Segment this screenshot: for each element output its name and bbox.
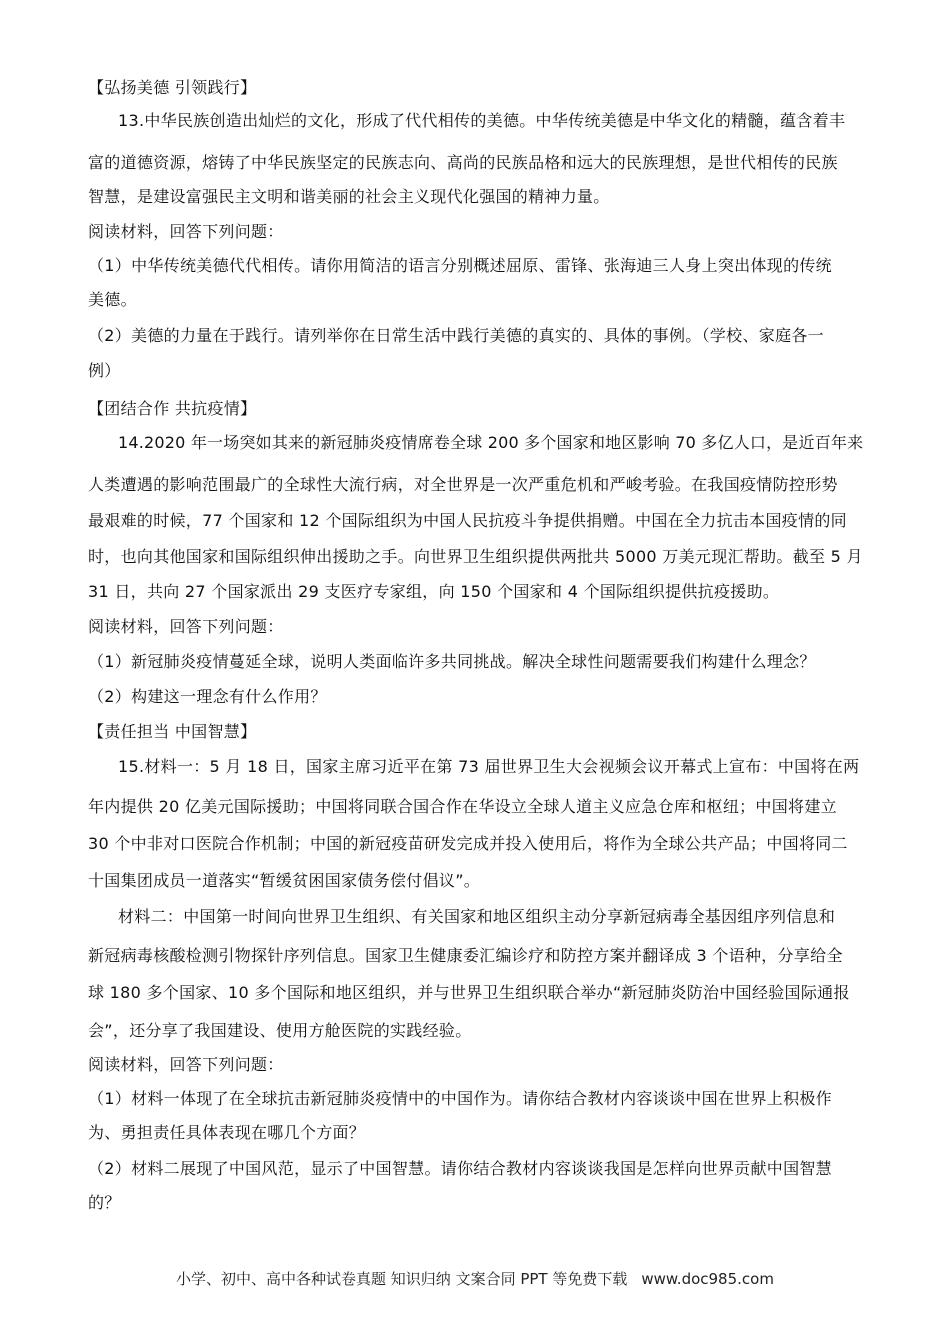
material-line: 会”，还分享了我国建设、使用方舱医院的实践经验。	[88, 1021, 472, 1040]
material-line: 智慧，是建设富强民主文明和谐美丽的社会主义现代化强国的精神力量。	[88, 187, 610, 206]
question-line: 为、勇担责任具体表现在哪几个方面？	[88, 1123, 366, 1142]
section-heading: 【弘扬美德 引领践行】	[88, 78, 257, 97]
material-line: 十国集团成员一道落实“暂缓贫困国家债务偿付倡议”。	[88, 871, 481, 890]
question-line: 的？	[88, 1193, 121, 1212]
material-line: 材料二：中国第一时间向世界卫生组织、有关国家和地区组织主动分享新冠病毒全基因组序列信息和	[118, 907, 836, 926]
material-line: 球 180 多个国家、10 多个国际和地区组织，并与世界卫生组织联合举办“新冠肺炎防治中国经验国际通报	[88, 983, 850, 1002]
material-line: 新冠病毒核酸检测引物探针序列信息。国家卫生健康委汇编诊疗和防控方案并翻译成 3 个语种，分享给全	[88, 946, 843, 965]
question-line: 美德。	[88, 290, 137, 309]
material-line: 富的道德资源，熔铸了中华民族坚定的民族志向、高尚的民族品格和远大的民族理想，是世代相传的民族	[88, 153, 838, 172]
question-prompt: 阅读材料，回答下列问题：	[88, 1055, 284, 1074]
material-line: 时，也向其他国家和国际组织伸出援助之手。向世界卫生组织提供两批共 5000 万美元现汇帮助。截至 5 月	[88, 547, 863, 566]
material-line: 30 个中非对口医院合作机制；中国的新冠疫苗研发完成并投入使用后，将作为全球公共产品；中国将同二	[88, 834, 848, 853]
material-line: 15.材料一：5 月 18 日，国家主席习近平在第 73 届世界卫生大会视频会议开幕式上宣布：中国将在两	[118, 757, 860, 776]
page-footer	[0, 1268, 950, 1289]
section-heading: 【团结合作 共抗疫情】	[88, 399, 257, 418]
question-prompt: 阅读材料，回答下列问题：	[88, 222, 284, 241]
material-line: 14.2020 年一场突如其来的新冠肺炎疫情席卷全球 200 多个国家和地区影响 70 多亿人口，是近百年来	[118, 433, 864, 452]
question-line: （1）材料一体现了在全球抗击新冠肺炎疫情中的中国作为。请你结合教材内容谈谈中国在世界上积极作	[88, 1089, 832, 1108]
footer-link[interactable]: www.doc985.com	[641, 1270, 774, 1288]
question-line: 例）	[88, 361, 121, 380]
material-line: 13.中华民族创造出灿烂的文化，形成了代代相传的美德。中华传统美德是中华文化的精髓，蕴含着丰	[118, 111, 846, 130]
material-line: 最艰难的时候，77 个国家和 12 个国际组织为中国人民抗疫斗争提供捐赠。中国在全力抗击本国疫情的同	[88, 511, 847, 530]
material-line: 年内提供 20 亿美元国际援助；中国将同联合国合作在华设立全球人道主义应急仓库和枢纽；中国将建立	[88, 797, 837, 816]
question-line: （1）中华传统美德代代相传。请你用简洁的语言分别概述屈原、雷锋、张海迪三人身上突出体现的传统	[88, 256, 832, 275]
question-line: （2）美德的力量在于践行。请列举你在日常生活中践行美德的真实的、具体的事例。（学校、家庭各一	[88, 326, 824, 345]
section-heading: 【责任担当 中国智慧】	[88, 722, 257, 741]
question-line: （2）材料二展现了中国风范，显示了中国智慧。请你结合教材内容谈谈我国是怎样向世界贡献中国智慧	[88, 1159, 832, 1178]
footer-text: 小学、初中、高中各种试卷真题 知识归纳 文案合同 PPT 等免费下载	[176, 1270, 628, 1288]
question-line: （2）构建这一理念有什么作用？	[88, 687, 327, 706]
material-line: 31 日，共向 27 个国家派出 29 支医疗专家组，向 150 个国家和 4 个国际组织提供抗疫援助。	[88, 582, 780, 601]
material-line: 人类遭遇的影响范围最广的全球性大流行病，对全世界是一次严重危机和严峻考验。在我国疫情防控形势	[88, 475, 838, 494]
question-prompt: 阅读材料，回答下列问题：	[88, 617, 284, 636]
question-line: （1）新冠肺炎疫情蔓延全球，说明人类面临许多共同挑战。解决全球性问题需要我们构建什么理念？	[88, 652, 816, 671]
